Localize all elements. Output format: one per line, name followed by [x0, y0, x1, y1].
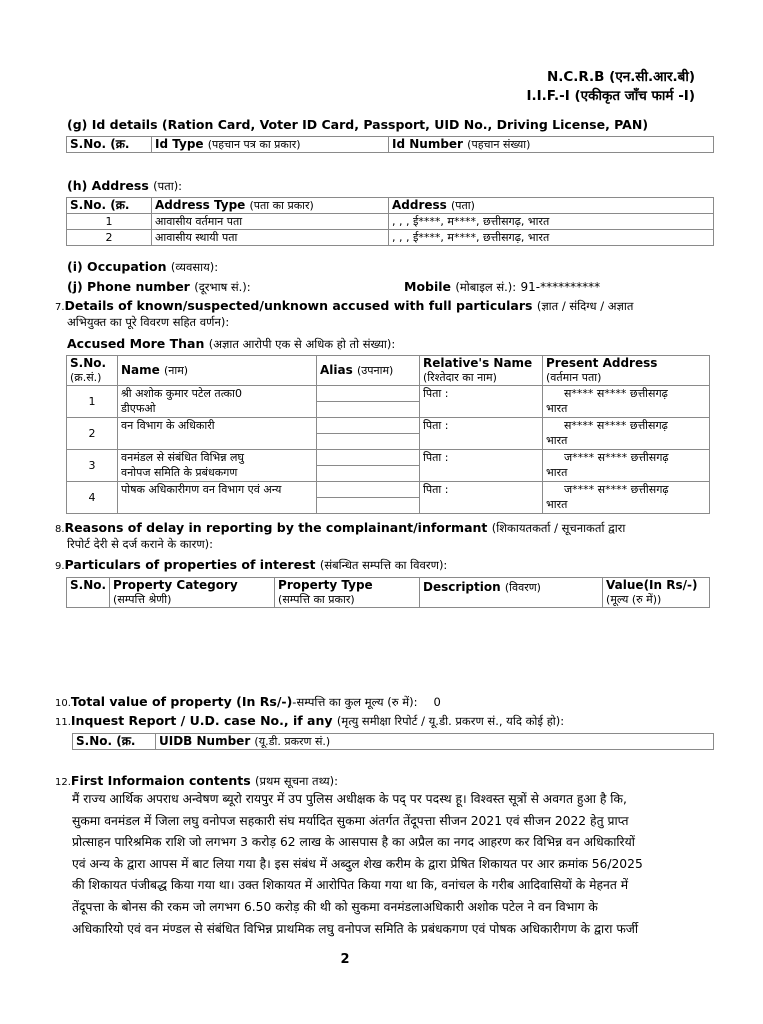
acc-row-name	[118, 450, 317, 482]
acc-col-addr-hi: (वर्तमान पता)	[546, 371, 602, 384]
acc-row-name-line2: डीएफओ	[121, 402, 156, 415]
accused-more-than-en: Accused More Than	[67, 336, 205, 351]
accused-title-en: Details of known/suspected/unknown accused with full particulars	[64, 298, 533, 313]
fir-contents	[72, 789, 712, 940]
acc-col-sno	[67, 356, 118, 386]
fir-line: की शिकायत पंजीबद्ध किया गया था। उक्त शिकायत में आरोपित किया गया था कि, वनांचल के गरीब आदिवासियों के मेहनत में	[72, 878, 629, 893]
acc-row-name-line2: वनोपज समिति के प्रबंधकगण	[121, 466, 238, 479]
property-title-en: Particulars of properties of interest	[64, 557, 316, 572]
property-title	[55, 557, 447, 575]
acc-row-alias	[317, 418, 420, 450]
id-col-sno: S.No. (क्र.	[67, 137, 152, 153]
addr-row-type: आवासीय स्थायी पता	[152, 230, 389, 246]
total-value: 0	[433, 695, 441, 709]
addr-col-addr	[389, 198, 714, 214]
accused-title-hi2: अभियुक्त का पूरे विवरण सहित वर्णन):	[67, 315, 230, 329]
property-title-hi: (संबन्धित सम्पत्ति का विवरण):	[319, 558, 448, 572]
acc-col-alias-hi: (उपनाम)	[356, 364, 394, 377]
delay-num: 8.	[55, 524, 65, 535]
acc-row-name-line1: वन विभाग के अधिकारी	[121, 419, 215, 432]
id-col-number	[389, 137, 714, 153]
table-row	[67, 482, 710, 514]
acc-row-addr	[543, 450, 710, 482]
acc-row-name-line1: पोषक अधिकारीगण वन विभाग एवं अन्य	[121, 483, 282, 496]
acc-row-addr-line2: भारत	[546, 498, 568, 511]
address-title	[67, 178, 182, 194]
form-header-ncrb: N.C.R.B (एन.सी.आर.बी)	[546, 69, 695, 85]
table-row	[67, 578, 710, 608]
id-col-type-hi: (पहचान पत्र का प्रकार)	[207, 138, 301, 151]
acc-row-sno: 2	[67, 418, 118, 450]
fir-line: अधिकारियो एवं वन मंण्डल से संबंधित विभिन्न प्राथमिक लघु वनोपज समिति के प्रबंधकगण एवं पोषक अधिकारीगण के द्वारा फर्जी	[72, 921, 639, 936]
prop-col-value-en: Value(In Rs/-)	[606, 578, 698, 592]
total-label-hi: -सम्पत्ति का कुल मूल्य (रु में):	[292, 695, 418, 709]
acc-row-alias	[317, 450, 420, 482]
table-row	[67, 356, 710, 386]
total-value-line	[55, 694, 441, 712]
addr-col-addr-label: Address	[392, 198, 447, 212]
mobile-label-hi: (मोबाइल सं.):	[455, 280, 517, 294]
acc-row-addr-line2: भारत	[546, 434, 568, 447]
id-col-type-label: Id Type	[155, 137, 204, 151]
inq-col-uidb-en: UIDB Number	[159, 734, 251, 748]
acc-col-name-hi: (नाम)	[163, 364, 189, 377]
phone-label-hi: (दूरभाष सं.):	[194, 280, 251, 294]
acc-row-alias	[317, 482, 420, 514]
prop-col-category-hi: (सम्पत्ति श्रेणी)	[113, 593, 172, 606]
fir-title-hi: (प्रथम सूचना तथ्य):	[255, 774, 339, 788]
acc-row-name	[118, 418, 317, 450]
addr-row-sno: 2	[67, 230, 152, 246]
addr-col-type	[152, 198, 389, 214]
address-table	[66, 197, 714, 246]
accused-more-than-hi: (अज्ञात आरोपी एक से अधिक हो तो संख्या):	[208, 337, 396, 351]
table-row	[67, 230, 714, 246]
occupation-label-en: (i) Occupation	[67, 259, 167, 274]
occupation-label-hi: (व्यवसाय):	[170, 260, 219, 274]
acc-col-sno-en: S.No.	[70, 356, 107, 370]
acc-row-addr-line1: स**** स**** छत्तीसगढ़	[564, 387, 668, 400]
prop-col-value-hi: (मूल्य (रु में))	[606, 593, 662, 606]
table-row	[73, 734, 714, 750]
prop-col-category	[110, 578, 275, 608]
mobile-value: 91-**********	[520, 280, 601, 294]
inquest-table	[72, 733, 714, 750]
id-details-table	[66, 136, 714, 153]
table-row	[67, 418, 710, 450]
acc-col-rel	[420, 356, 543, 386]
prop-col-description-en: Description	[423, 580, 501, 594]
phone-label	[67, 279, 251, 295]
prop-col-type-en: Property Type	[278, 578, 373, 592]
acc-row-sno: 1	[67, 386, 118, 418]
address-title-label: (h) Address	[67, 178, 149, 193]
acc-col-name	[118, 356, 317, 386]
acc-row-addr	[543, 418, 710, 450]
addr-row-value: , , , ई****, म****, छत्तीसगढ़, भारत	[389, 230, 714, 246]
prop-col-sno: S.No.	[67, 578, 110, 608]
acc-col-rel-hi: (रिश्तेदार का नाम)	[423, 371, 497, 384]
acc-row-rel: पिता :	[420, 450, 543, 482]
prop-col-description	[420, 578, 603, 608]
acc-row-name	[118, 386, 317, 418]
acc-col-rel-en: Relative's Name	[423, 356, 533, 370]
inquest-num: 11.	[55, 717, 71, 728]
acc-row-addr-line2: भारत	[546, 466, 568, 479]
acc-row-name-line1: वनमंडल से संबंधित विभिन्न लघु	[121, 451, 244, 464]
acc-row-addr-line1: स**** स**** छत्तीसगढ़	[564, 419, 668, 432]
acc-col-name-en: Name	[121, 363, 160, 377]
fir-line: मैं राज्य आर्थिक अपराध अन्वेषण ब्यूरो रायपुर में उप पुलिस अधीक्षक के पद् पर पदस्थ हू। विश्वस्त सूत्रों से अवगत हुआ है कि,	[72, 792, 627, 806]
inq-col-uidb	[156, 734, 714, 750]
table-row	[67, 137, 714, 153]
acc-row-addr-line1: ज**** स**** छत्तीसगढ़	[564, 451, 669, 464]
addr-col-type-hi: (पता का प्रकार)	[249, 199, 314, 212]
accused-table	[66, 355, 710, 514]
table-row	[67, 198, 714, 214]
acc-row-rel: पिता :	[420, 386, 543, 418]
acc-col-sno-hi: (क्र.सं.)	[70, 371, 102, 384]
fir-line: प्रोत्साहन पारिश्रमिक राशि जो लगभग 3 करोड़ 62 लाख के आसपास है का अप्रैल का नगद आहरण कर विभिन्न वन अधिकारियों	[72, 835, 635, 850]
id-col-number-hi: (पहचान संख्या)	[467, 138, 531, 151]
fir-line: एवं अन्य के द्वारा आपस में बाट लिया गया है। इस संबंध में अब्दुल शेख करीम के द्वारा प्रेषित शिकायत पर आर क्रमांक 56/2025	[72, 856, 643, 871]
inquest-title	[55, 713, 564, 731]
acc-row-name	[118, 482, 317, 514]
fir-line: तेंदूपत्ता के बोनस की रकम जो लगभग 6.50 करोड़ की थी को सुकमा वनमंडलाअधिकारी अशोक पटेल ने वन विभाग के	[72, 899, 598, 914]
acc-col-addr	[543, 356, 710, 386]
inquest-label: Inquest Report / U.D. case No., if any	[70, 713, 333, 728]
property-num: 9.	[55, 561, 65, 572]
acc-row-addr-line2: भारत	[546, 402, 568, 415]
accused-num: 7.	[55, 302, 65, 313]
acc-row-rel: पिता :	[420, 482, 543, 514]
property-table	[66, 577, 710, 608]
inq-col-sno: S.No. (क्र.	[73, 734, 156, 750]
phone-label-en: (j) Phone number	[67, 279, 190, 294]
prop-col-type	[275, 578, 420, 608]
acc-col-addr-en: Present Address	[546, 356, 658, 370]
acc-row-name-line1: श्री अशोक कुमार पटेल तत्का0	[121, 387, 242, 400]
prop-col-type-hi: (सम्पत्ति का प्रकार)	[278, 593, 355, 606]
delay-title-hi2: रिपोर्ट देरी से दर्ज कराने के कारण):	[67, 537, 214, 551]
fir-num: 12.	[55, 777, 71, 788]
id-col-number-label: Id Number	[392, 137, 463, 151]
prop-col-description-hi: (विवरण)	[504, 581, 541, 594]
table-row	[67, 450, 710, 482]
addr-col-sno: S.No. (क्र.	[67, 198, 152, 214]
mobile-label-en: Mobile	[404, 279, 452, 294]
address-title-hi: (पता):	[153, 179, 183, 193]
addr-row-type: आवासीय वर्तमान पता	[152, 214, 389, 230]
inq-col-uidb-hi: (यू.डी. प्रकरण सं.)	[254, 735, 331, 748]
acc-col-alias	[317, 356, 420, 386]
id-col-type	[152, 137, 389, 153]
acc-col-alias-en: Alias	[320, 363, 353, 377]
page-number: 2	[340, 952, 350, 967]
total-num: 10.	[55, 698, 71, 709]
acc-row-rel: पिता :	[420, 418, 543, 450]
acc-row-addr	[543, 386, 710, 418]
addr-row-value: , , , ई****, म****, छत्तीसगढ़, भारत	[389, 214, 714, 230]
table-row	[67, 214, 714, 230]
prop-col-value	[603, 578, 710, 608]
acc-row-sno: 3	[67, 450, 118, 482]
acc-row-sno: 4	[67, 482, 118, 514]
delay-title-en: Reasons of delay in reporting by the complainant/informant	[64, 520, 488, 535]
addr-col-type-label: Address Type	[155, 198, 246, 212]
inquest-label-hi: (मृत्यु समीक्षा रिपोर्ट / यू.डी. प्रकरण सं., यदि कोई हो):	[336, 714, 565, 728]
prop-col-category-en: Property Category	[113, 578, 238, 592]
accused-more-than	[67, 336, 395, 352]
occupation-label	[67, 259, 218, 275]
delay-title-hi: (शिकायतकर्ता / सूचनाकर्ता द्वारा	[491, 521, 626, 535]
form-header-iif: I.I.F.-I (एकीकृत जाँच फार्म -I)	[526, 88, 695, 104]
table-row	[67, 386, 710, 418]
id-details-title: (g) Id details (Ration Card, Voter ID Card, Passport, UID No., Driving License, PAN)	[67, 117, 649, 132]
addr-col-addr-hi: (पता)	[451, 199, 475, 212]
total-label: Total value of property (In Rs/-)	[70, 694, 293, 709]
accused-title-hi: (ज्ञात / संदिग्ध / अज्ञात	[536, 299, 634, 313]
addr-row-sno: 1	[67, 214, 152, 230]
acc-row-addr-line1: ज**** स**** छत्तीसगढ़	[564, 483, 669, 496]
fir-title-en: First Informaion contents	[70, 773, 251, 788]
acc-row-addr	[543, 482, 710, 514]
mobile-label	[404, 279, 600, 295]
acc-row-alias	[317, 386, 420, 418]
fir-line: सुकमा वनमंडल में जिला लघु वनोपज सहकारी संघ मर्यादित सुकमा अंतर्गत तेंदूपत्ता सीजन 2021 एवं सीजन 2022 हेतु प्राप्त	[72, 813, 629, 828]
